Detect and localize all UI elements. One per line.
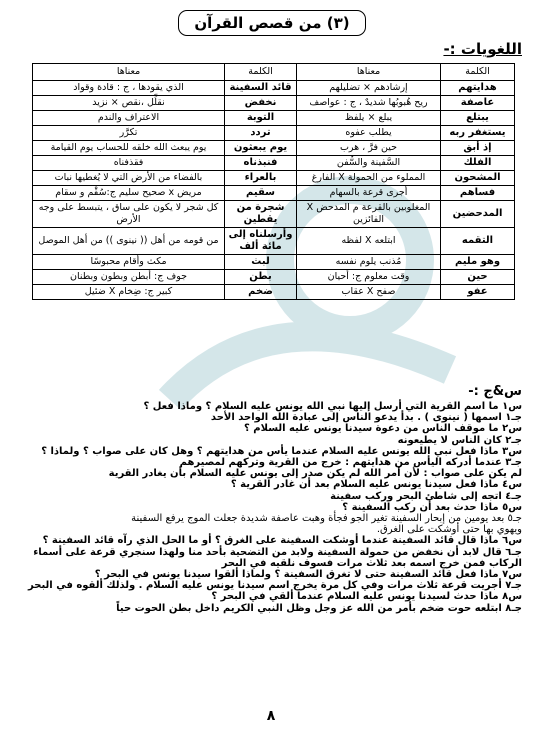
vocab-meaning: تكرَّر: [33, 126, 225, 141]
vocab-meaning: يطلب عفوه: [297, 126, 441, 141]
vocab-word: فساهم: [441, 186, 515, 201]
vocab-header-cell: معناها: [33, 64, 225, 81]
vocab-word: بالعراء: [225, 171, 297, 186]
qa-line: لم يكن على صواب : لأن أمر الله لم يكن صدر إلى يونس عليه السلام بأن يغادر القرية: [108, 468, 522, 480]
qa-line: س٣ ماذا فعل نبي الله يونس عليه السلام عندما يأس من هدايتهم ؟ وهل كان على صواب ؟ ولماذا ؟: [41, 445, 522, 457]
vocab-meaning: مكث وأقام محبوسًا: [33, 255, 225, 270]
vocab-row: [33, 186, 515, 201]
vocab-meaning: يبلع × يلفظ: [297, 111, 441, 126]
vocab-word: تردد: [225, 126, 297, 141]
vocab-meaning: كل شجر لا يكون على ساق ، يتبسط على وجه الأرض: [33, 201, 225, 228]
vocab-row: [33, 141, 515, 156]
qa-line: جـ٨ ابتلعه حوت ضخم بأمر من الله عز وجل وظل النبي الكريم داخل بطن الحوت حياً: [116, 602, 522, 614]
vocab-meaning: مريض x صحيح سليم ج:سُقْم و سقام: [33, 186, 225, 201]
qa-line: س١ ما اسم القرية التي أرسل إليها نبي الله يونس عليه السلام ؟ وماذا فعل ؟: [143, 401, 522, 412]
vocab-row: [33, 255, 515, 270]
vocab-word: وأرسلناه إلى مائة ألف: [225, 228, 297, 255]
vocab-meaning: صفح X عقاب: [297, 285, 441, 300]
vocab-word: عاصفة: [441, 96, 515, 111]
vocab-word: التقمه: [441, 228, 515, 255]
vocab-row: [33, 270, 515, 285]
qa-line: جـ٤ اتجه إلى شاطئ البحر وركب سفينة: [330, 490, 522, 502]
vocab-header-cell: الكلمة: [225, 64, 297, 81]
vocab-word: سقيم: [225, 186, 297, 201]
vocab-row: [33, 285, 515, 300]
vocab-header-row: [33, 64, 515, 81]
lesson-title: (٣) من قصص القرآن: [178, 10, 366, 36]
qa-list: [17, 401, 522, 614]
vocab-meaning: إرشادهم × تضليلهم: [297, 81, 441, 96]
vocab-word: بطن: [225, 270, 297, 285]
vocab-word: الفلك: [441, 156, 515, 171]
page-number: ٨: [266, 708, 276, 724]
qa-line: جـ٢ كان الناس لا يطيعونه: [397, 434, 522, 446]
qa-line: الركاب فمن خرج اسمه بعد ثلاث مرات فسوف نلقيه في البحر: [221, 557, 522, 569]
vocab-word: يوم يبعثون: [225, 141, 297, 156]
vocab-header-cell: معناها: [297, 64, 441, 81]
qa-heading: س&ج :-: [468, 384, 522, 399]
vocab-meaning: يوم يبعث الله خلقه للحساب يوم القيامة: [33, 141, 225, 156]
vocab-word: عفو: [441, 285, 515, 300]
vocab-meaning: الذي يقودها ، ج : قادة وقواد: [33, 81, 225, 96]
vocab-meaning: أجرى قرعة بالسهام: [297, 186, 441, 201]
vocab-meaning: من قومه من أهل (( نينوى )) من أهل الموصل: [33, 228, 225, 255]
vocab-word: حين: [441, 270, 515, 285]
vocab-word: التوبة: [225, 111, 297, 126]
qa-line: جـ٦ قال لابد أن نخفض من حمولة السفينة ولابد من التضحية بأحد منا ولهذا سنجري قرعة على أسماء: [33, 546, 522, 558]
qa-line: جـ١ اسمها ( نينوى ) . بدأ يدعو الناس إلى عبادة الله الواحد الأحد: [210, 412, 522, 424]
qa-line: س٥ ماذا حدث بعد أن ركب السفينة ؟: [342, 501, 522, 513]
vocabulary-heading: اللغويات :-: [443, 40, 522, 58]
vocab-word: لبث: [225, 255, 297, 270]
vocab-meaning: كبير ج: ضِخام X ضئيل: [33, 285, 225, 300]
vocab-word: شجرة من يقطين: [225, 201, 297, 228]
vocab-word: ضخم: [225, 285, 297, 300]
vocab-meaning: وقت معلوم ج: أحيان: [297, 270, 441, 285]
vocab-meaning: جوف ج: أبطن وبطون وبطنان: [33, 270, 225, 285]
vocab-word: نخفض: [225, 96, 297, 111]
vocab-row: [33, 171, 515, 186]
vocab-word: إذ أبق: [441, 141, 515, 156]
vocab-word: قائد السفينة: [225, 81, 297, 96]
vocab-meaning: مُذنب يلوم نفسه: [297, 255, 441, 270]
qa-line: س٦ ماذا قال قائد السفينة عندما أوشكت السفينة على الغرق ؟ أو ما الحل الذي رآه قائد السفينة ؟: [42, 535, 522, 547]
vocabulary-table: [32, 63, 515, 300]
qa-line: س٢ ما موقف الناس من دعوة سيدنا يونس عليه السلام ؟: [243, 423, 522, 435]
qa-line: جـ٧ أجريت قرعة ثلاث مرات وفي كل مرة يخرج اسم سيدنا يونس عليه السلام . ولذلك ألقوه في البحر: [28, 580, 522, 592]
qa-line: جـ٥ بعد يومين من إبحار السفينة تغير الجو فجأة وهبت عاصفة شديدة جعلت الموج يرفع السفينة: [131, 513, 522, 525]
vocab-row: [33, 81, 515, 96]
vocab-meaning: الاعتراف والندم: [33, 111, 225, 126]
vocab-meaning: حين فرَّ ، هرب: [297, 141, 441, 156]
qa-line: جـ٣ عندما أدركه اليأس من هدايتهم : خرج من القرية وتركهم لمصيرهم: [179, 457, 522, 469]
vocab-word: هدايتهم: [441, 81, 515, 96]
vocab-meaning: ريح هُبوبُها شديدٌ ، ج : عواصف: [297, 96, 441, 111]
vocab-word: وهو مليم: [441, 255, 515, 270]
vocab-word: المشحون: [441, 171, 515, 186]
vocab-meaning: المملوء من الحمولة X الفارغ: [297, 171, 441, 186]
vocab-word: فنبذناه: [225, 156, 297, 171]
qa-line: س٧ ماذا فعل قائد السفينة حتى لا تغرق السفينة ؟ ولماذا ألقوا سيدنا يونس في البحر ؟: [94, 569, 522, 581]
vocab-word: المدحضين: [441, 201, 515, 228]
vocab-row: [33, 201, 515, 228]
qa-line: ويهوي بها حتى أوشكت على الغرق.: [376, 524, 522, 536]
vocab-meaning: بالفضاء من الأرض التي لا يُغطيها نبات: [33, 171, 225, 186]
vocab-word: يبتلع: [441, 111, 515, 126]
vocab-word: يستغفر ربه: [441, 126, 515, 141]
vocab-meaning: المغلوبين بالقرعة م المدحض X الفائزين: [297, 201, 441, 228]
vocab-row: [33, 156, 515, 171]
vocab-meaning: ابتلعه X لفظه: [297, 228, 441, 255]
vocab-meaning: السَّفينة والسُّفن: [297, 156, 441, 171]
vocab-row: [33, 126, 515, 141]
qa-line: س٤ ماذا فعل سيدنا يونس عليه السلام بعد أن غادر القرية ؟: [230, 479, 522, 491]
qa-line: س٨ ماذا حدث لسيدنا يونس عليه السلام عندما ألقي في البحر ؟: [211, 591, 522, 603]
vocab-row: [33, 96, 515, 111]
vocab-meaning: فقذفناه: [33, 156, 225, 171]
vocab-header-cell: الكلمة: [441, 64, 515, 81]
vocab-row: [33, 228, 515, 255]
vocab-meaning: نقلِّل ،نقص × نزيد: [33, 96, 225, 111]
vocab-row: [33, 111, 515, 126]
